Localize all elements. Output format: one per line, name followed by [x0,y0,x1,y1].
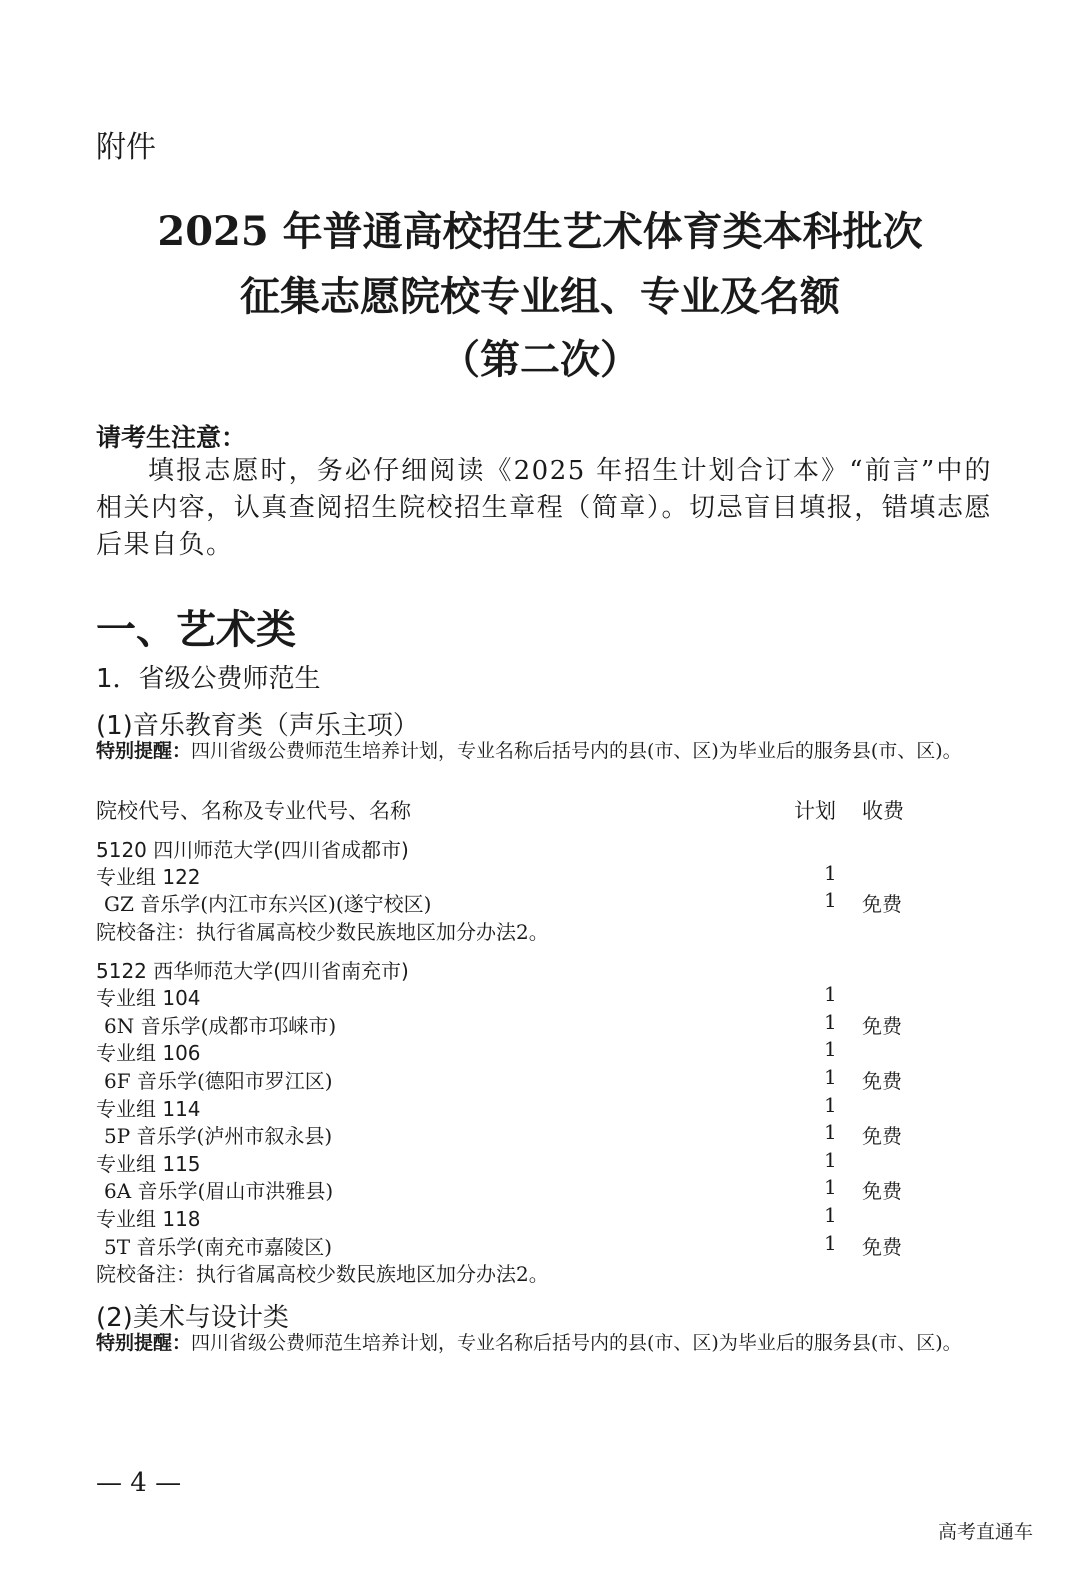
document-title-line-2: 征集志愿院校专业组、专业及名额 [240,273,840,320]
column-header-plan: 计划 [794,799,836,823]
row-fee: 免费 [862,1179,902,1203]
table-row-major [0,1065,1080,1093]
row-fee: 免费 [862,892,902,916]
table-row-school [0,834,1080,862]
table-row-group [0,1148,1080,1176]
row-label: 6A 音乐学(眉山市洪雅县) [104,1179,334,1203]
document-title-line-1: 2025 年普通高校招生艺术体育类本科批次 [157,208,923,255]
row-label: 5T 音乐学(南充市嘉陵区) [104,1235,333,1259]
table-row-major [0,1175,1080,1203]
row-plan: 1 [824,982,837,1006]
row-label: 院校备注：执行省属高校少数民族地区加分办法2。 [96,1262,549,1286]
table-row-group [0,1203,1080,1231]
reminder-text: 四川省级公费师范生培养计划，专业名称后括号内的县(市、区)为毕业后的服务县(市、区)。 [191,740,962,762]
row-label: 专业组 118 [96,1207,201,1231]
row-label: 5122 西华师范大学(四川省南充市) [96,959,409,983]
column-header-school: 院校代号、名称及专业代号、名称 [96,799,411,823]
row-plan: 1 [824,1175,837,1199]
row-label: 5P 音乐学(泸州市叙永县) [104,1124,333,1148]
row-label: GZ 音乐学(内江市东兴区)(遂宁校区) [104,892,432,916]
section-title: 一、艺术类 [96,607,296,653]
special-reminder-art-design [96,1330,996,1357]
row-fee: 免费 [862,1014,902,1038]
table-row-major [0,888,1080,916]
row-plan: 1 [824,1093,837,1117]
category-title-art-design: (2)美术与设计类 [96,1303,289,1333]
page-number: — 4 — [96,1468,182,1498]
table-row-major [0,1231,1080,1259]
subsection-title: 1．省级公费师范生 [96,664,321,694]
row-plan: 1 [824,1010,837,1034]
special-reminder-music [96,738,996,765]
table-row-group [0,1037,1080,1065]
row-label: 院校备注：执行省属高校少数民族地区加分办法2。 [96,920,549,944]
row-plan: 1 [824,1148,837,1172]
watermark: 高考直通车 [938,1521,1034,1543]
row-plan: 1 [824,1203,837,1227]
table-row-school [0,955,1080,983]
row-plan: 1 [824,1120,837,1144]
row-label: 5120 四川师范大学(四川省成都市) [96,838,409,862]
row-fee: 免费 [862,1069,902,1093]
row-fee: 免费 [862,1124,902,1148]
category-title-music: (1)音乐教育类（声乐主项） [96,711,419,741]
notice-body: 填报志愿时，务必仔细阅读《2025 年招生计划合订本》“前言”中的相关内容，认真查阅招生院校招生章程（简章）。切忌盲目填报，错填志愿后果自负。 [96,456,992,560]
row-label: 6N 音乐学(成都市邛崃市) [104,1014,337,1038]
row-plan: 1 [824,1231,837,1255]
attachment-label: 附件 [96,130,156,165]
table-row-major [0,1010,1080,1038]
notice-heading: 请考生注意： [96,423,247,452]
row-plan: 1 [824,861,837,885]
row-label: 专业组 104 [96,986,201,1010]
table-row-group [0,861,1080,889]
reminder-label: 特别提醒： [96,740,192,762]
table-row-group [0,982,1080,1010]
row-plan: 1 [824,888,837,912]
table-row-remark [0,1258,1080,1286]
reminder-label: 特别提醒： [96,1332,192,1354]
table-row-remark [0,916,1080,944]
table-row-group [0,1093,1080,1121]
table-row-major [0,1120,1080,1148]
row-label: 专业组 114 [96,1097,201,1121]
row-plan: 1 [824,1065,837,1089]
document-title-line-3: （第二次） [440,336,640,383]
row-plan: 1 [824,1037,837,1061]
reminder-text: 四川省级公费师范生培养计划，专业名称后括号内的县(市、区)为毕业后的服务县(市、区)。 [191,1332,962,1354]
row-label: 专业组 106 [96,1041,201,1065]
row-label: 专业组 115 [96,1152,201,1176]
row-label: 专业组 122 [96,865,201,889]
row-label: 6F 音乐学(德阳市罗江区) [104,1069,333,1093]
row-fee: 免费 [862,1235,902,1259]
column-header-fee: 收费 [862,799,904,823]
